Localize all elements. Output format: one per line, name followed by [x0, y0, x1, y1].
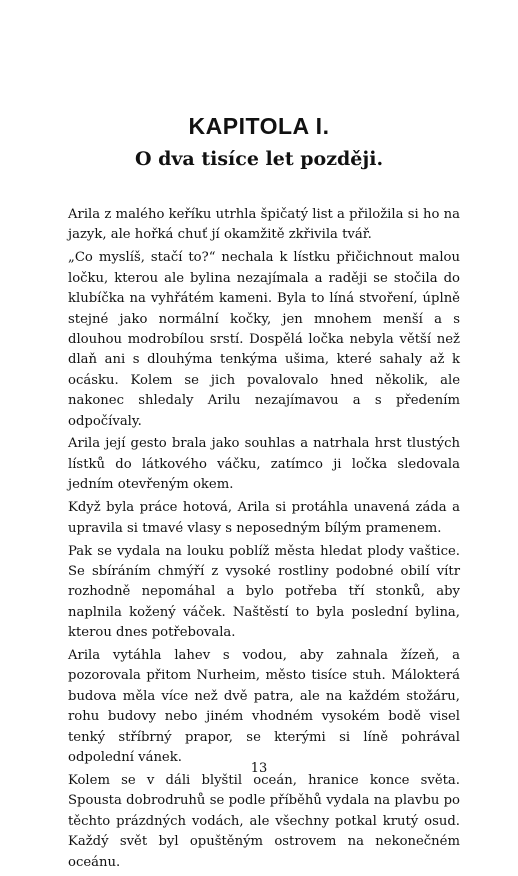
- paragraph: Arila z malého keříku utrhla špičatý list a přiložila si ho na jazyk, ale hořká chuť jí okamžitě zkřivila tvář.: [68, 207, 460, 243]
- paragraph: Pak se vydala na louku poblíž města hledat plody vaštice. Se sbíráním chmýří z vysoké rostliny podobné obilí vítr rozhodně nepomáhal a bylo potřeba tří stonků, aby naplnila kožený váček. Naštěstí to byla poslední bylina, kterou dnes potřebovala.: [68, 543, 460, 641]
- chapter-subtitle: O dva tisíce let později.: [134, 148, 384, 170]
- paragraph: „Co myslíš, stačí to?“ nechala k lístku přičichnout malou ločku, kterou ale bylina nezajímala a raději se stočila do klubíčka na vyhřátém kameni. Byla to líná stvoření, úplně stejné jako normální kočky, jen mnohem menší a s dlouhou modrobílou srstí. Dospělá ločka nebyla větší než dlaň ani s dlouhýma tenkýma ušima, které sahaly až k ocásku. Kolem se jich povalovalo hned několik, ale nakonec shledaly Arilu nezajímavou a s předením odpočívaly.: [68, 250, 460, 429]
- page-number: 13: [250, 761, 268, 776]
- paragraph: Arila její gesto brala jako souhlas a natrhala hrst tlustých lístků do látkového váčku, zatímco ji ločka sledovala jedním otevřeným okem.: [68, 436, 460, 493]
- paragraph: Kolem se v dáli blyštil oceán, hranice konce světa. Spousta dobrodruhů se podle příběhů vydala na plavbu po těchto prázdných vodách, ale všechny potkal krutý osud. Každý svět byl opuštěným ostrovem na nekonečném oceánu.: [68, 772, 460, 870]
- paragraph: Když byla práce hotová, Arila si protáhla unavená záda a upravila si tmavé vlasy s neposedným bílým pramenem.: [68, 500, 460, 536]
- paragraph: Arila vytáhla lahev s vodou, aby zahnala žízeň, a pozorovala přitom Nurheim, město tisíce stuh. Málokterá budova měla více než dvě patra, ale na každém stožáru, rohu budovy nebo jiném vhodném vysokém bodě visel tenký stříbrný prapor, se kterými si líně pohrával odpolední vánek.: [68, 648, 460, 766]
- chapter-title: KAPITOLA I.: [188, 113, 330, 139]
